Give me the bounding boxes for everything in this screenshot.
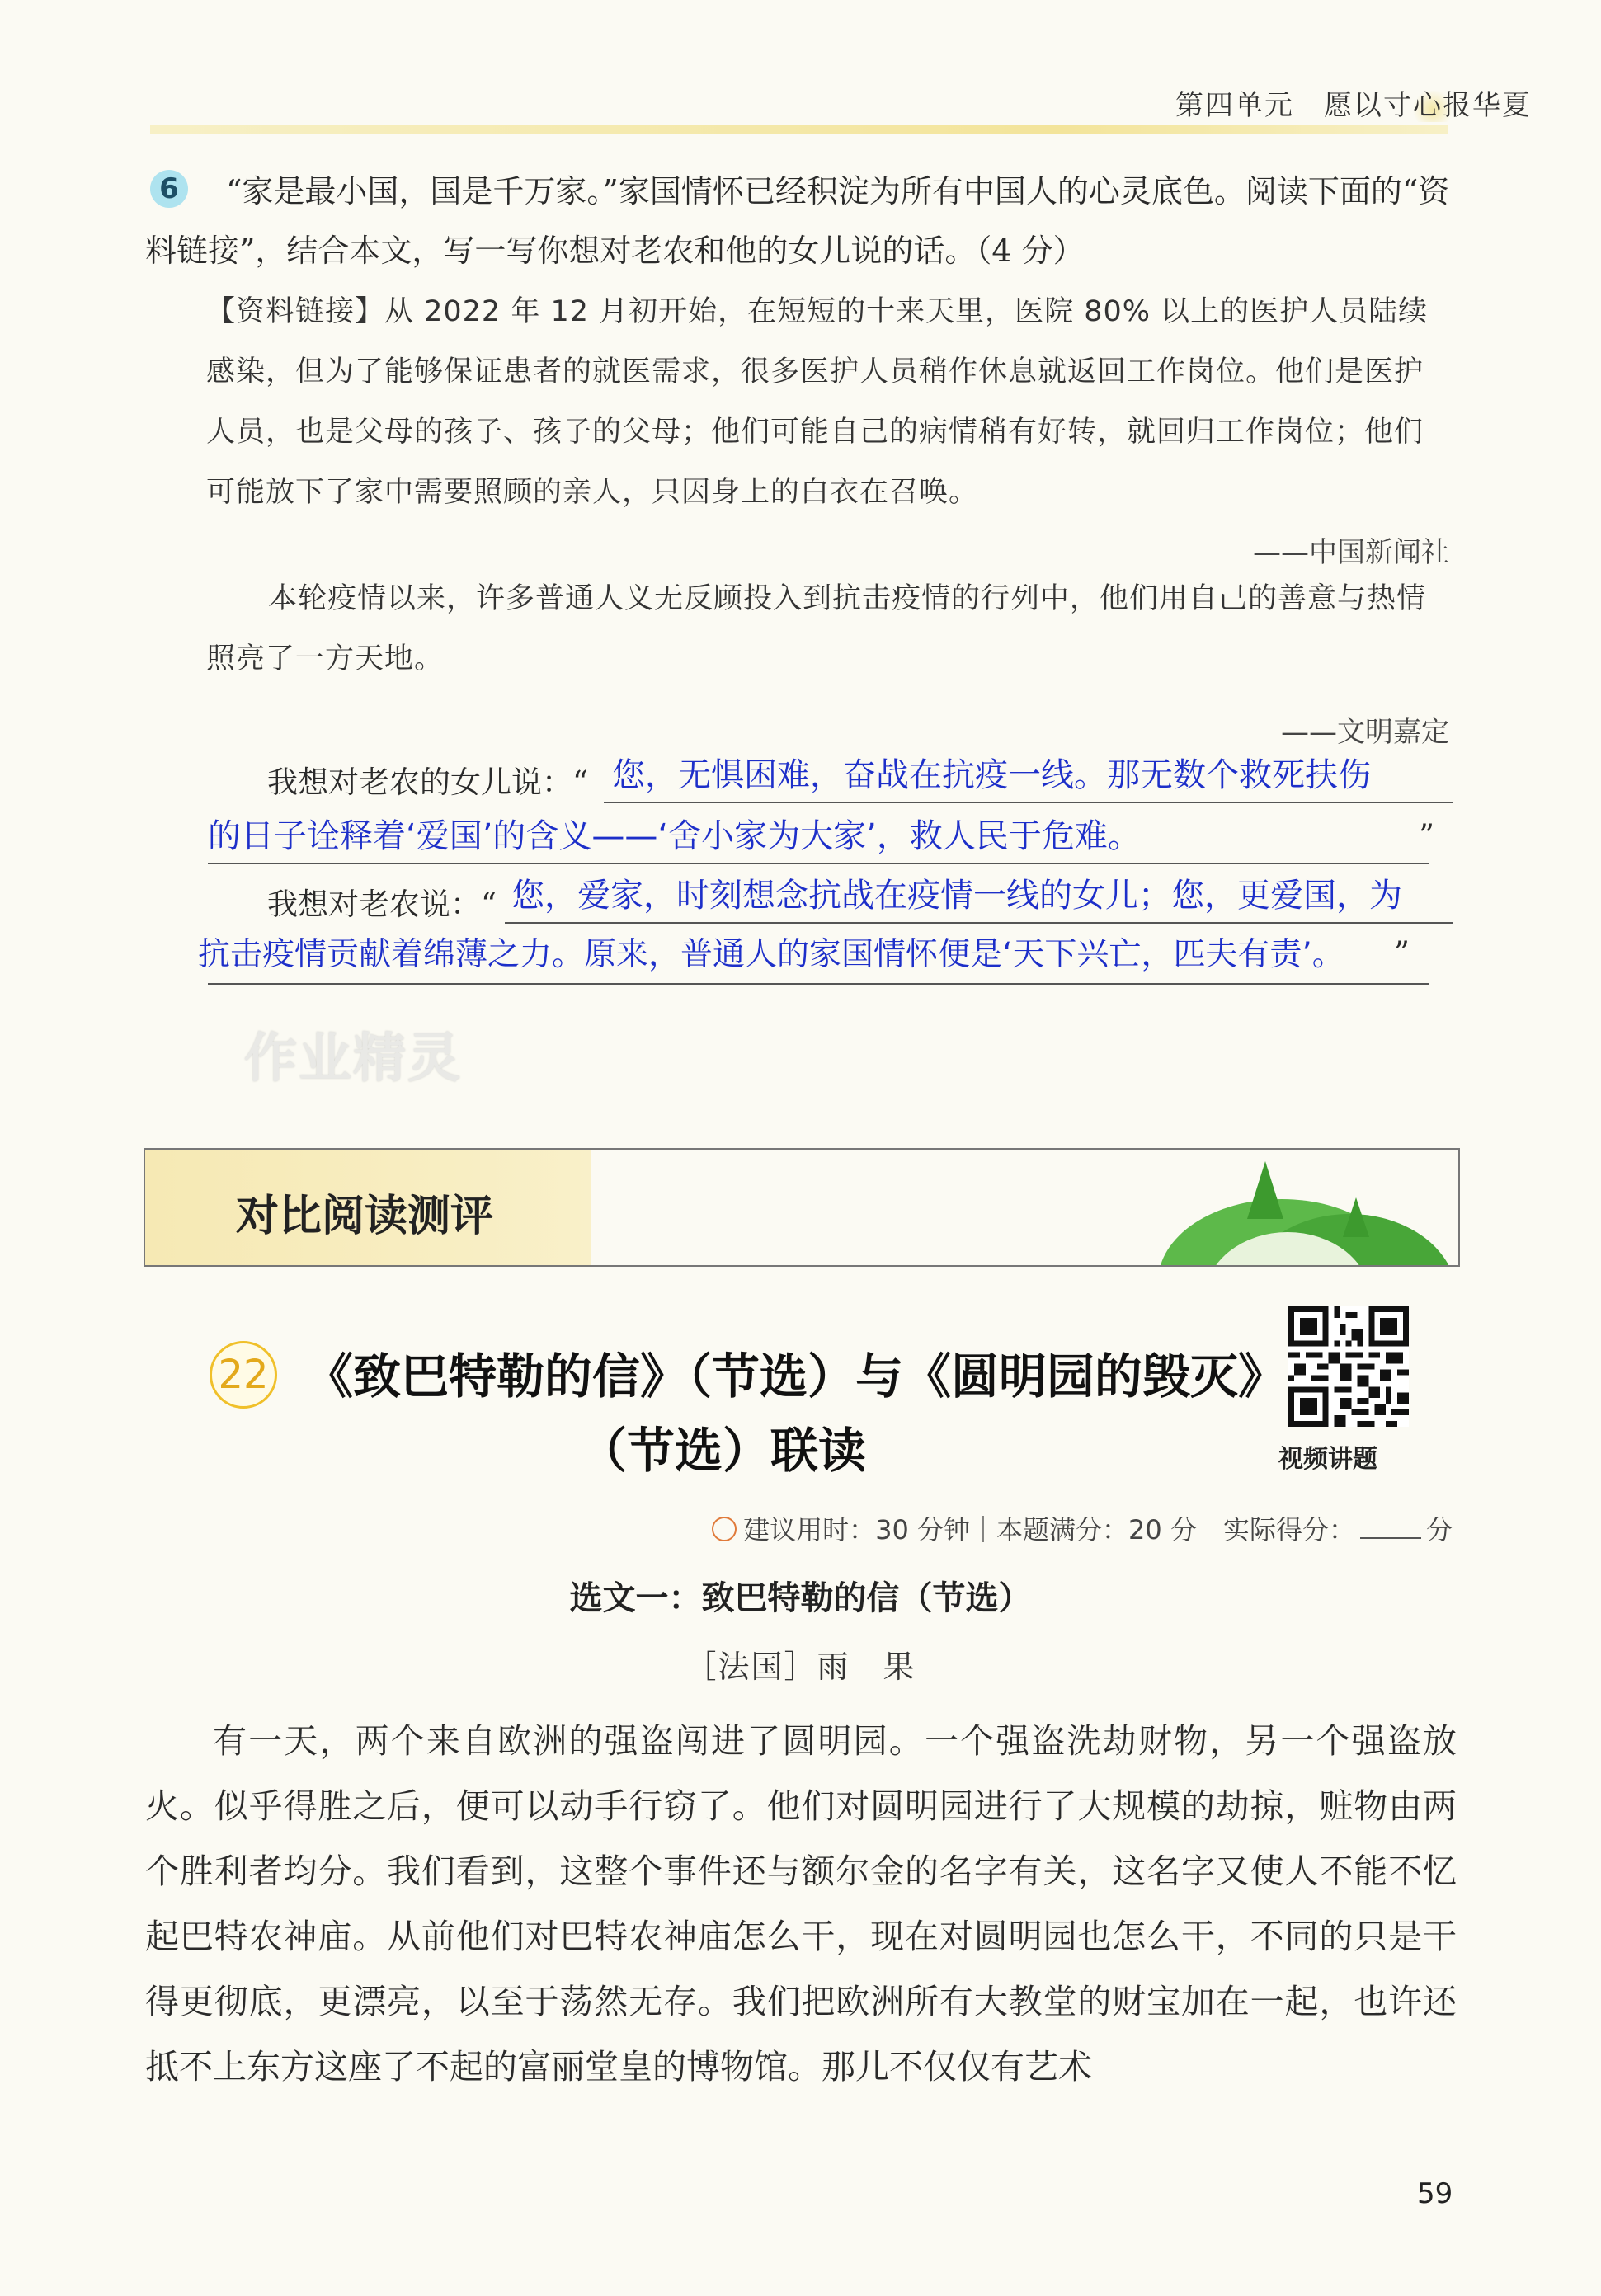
farmer-answer-label: 我想对老农说：“ — [267, 887, 497, 922]
answer-underline — [604, 802, 1453, 803]
tree-icon — [1343, 1197, 1369, 1237]
daughter-answer-line-2[interactable]: 的日子诠释着‘爱国’的含义——‘舍小家为大家’，救人民于危难。 — [208, 817, 1141, 855]
watermark: 作业精灵 — [244, 1028, 462, 1089]
actual-score-blank[interactable] — [1360, 1537, 1421, 1539]
page-number: 59 — [1417, 2177, 1453, 2210]
reference-source-2: ——文明嘉定 — [1281, 716, 1449, 749]
full-score: 本题满分：20 分 — [996, 1514, 1197, 1546]
farmer-answer-line-2[interactable]: 抗击疫情贡献着绵薄之力。原来，普通人的家国情怀便是‘天下兴亡，匹夫有责’。 — [198, 936, 1344, 973]
qr-code-icon[interactable] — [1288, 1306, 1409, 1427]
lesson-title-line-1: 《致巴特勒的信》（节选）与《圆明园的毁灭》 — [305, 1348, 1287, 1404]
unit-title: 第四单元 愿以寸心报华夏 — [1175, 89, 1532, 122]
reference-link-2: 本轮疫情以来，许多普通人义无反顾投入到抗击疫情的行列中，他们用自己的善意与热情照亮了一方天地。 — [206, 582, 1427, 675]
lesson-title-line-2: （节选）联读 — [579, 1423, 867, 1479]
daughter-close-quote: ” — [1419, 818, 1434, 854]
tree-icon — [1247, 1161, 1283, 1219]
reference-link-1: 【资料链接】从 2022 年 12 月初开始，在短短的十来天里，医院 80% 以上的医护人员陆续感染，但为了能够保证患者的就医需求，很多医护人员稍作休息就返回工作岗位。他们是医护人员，也是父母的孩子、孩子的父母；他们可能自己的病情稍有好转，就回归工作岗位；他们可能放下了家中需要照顾的亲人，只因身上的白衣在召唤。 — [206, 295, 1429, 509]
section-banner — [144, 1148, 1460, 1267]
lesson-number-badge: 22 — [210, 1341, 277, 1409]
qr-caption: 视频讲题 — [1278, 1445, 1377, 1474]
answer-underline — [505, 922, 1453, 924]
farmer-answer-line-1[interactable]: 您，爱家，时刻想念抗战在疫情一线的女儿；您，更爱国，为 — [511, 877, 1402, 915]
answer-underline — [208, 983, 1429, 985]
farmer-close-quote: ” — [1394, 935, 1410, 971]
selection-title: 选文一：致巴特勒的信（节选） — [569, 1579, 1032, 1617]
meta-separator: ｜ — [970, 1514, 997, 1546]
clock-icon — [712, 1517, 737, 1541]
exercise-meta — [712, 1509, 1453, 1547]
question-number-badge: 6 — [150, 170, 188, 208]
answer-underline — [208, 863, 1429, 864]
daughter-answer-label: 我想对老农的女儿说：“ — [267, 765, 588, 800]
question-prompt: “家是最小国，国是千万家。”家国情怀已经积淀为所有中国人的心灵底色。阅读下面的“资料链接”，结合本文，写一写你想对老农和他的女儿说的话。（4 分） — [145, 173, 1450, 269]
reference-source-1: ——中国新闻社 — [1253, 536, 1449, 569]
header-divider — [150, 125, 1448, 134]
daughter-answer-line-1[interactable]: 您，无惧困难，奋战在抗疫一线。那无数个救死扶伤 — [612, 756, 1371, 794]
actual-score-label: 实际得分： — [1222, 1514, 1355, 1546]
score-unit: 分 — [1425, 1514, 1453, 1546]
suggested-time: 建议用时：30 分钟 — [743, 1514, 971, 1546]
selection-author: ［法国］雨 果 — [685, 1649, 916, 1685]
selection-body: 有一天，两个来自欧洲的强盗闯进了圆明园。一个强盗洗劫财物，另一个强盗放火。似乎得胜之后，便可以动手行窃了。他们对圆明园进行了大规模的劫掠，赃物由两个胜利者均分。我们看到，这整个事件还与额尔金的名字有关，这名字又使人不能不忆起巴特农神庙。从前他们对巴特农神庙怎么干，现在对圆明园也怎么干，不同的只是干得更彻底，更漂亮，以至于荡然无存。我们把欧洲所有大教堂的财宝加在一起，也许还抵不上东方这座了不起的富丽堂皇的博物馆。那儿不仅仅有艺术 — [145, 1721, 1457, 2087]
banner-title: 对比阅读测评 — [236, 1192, 494, 1241]
